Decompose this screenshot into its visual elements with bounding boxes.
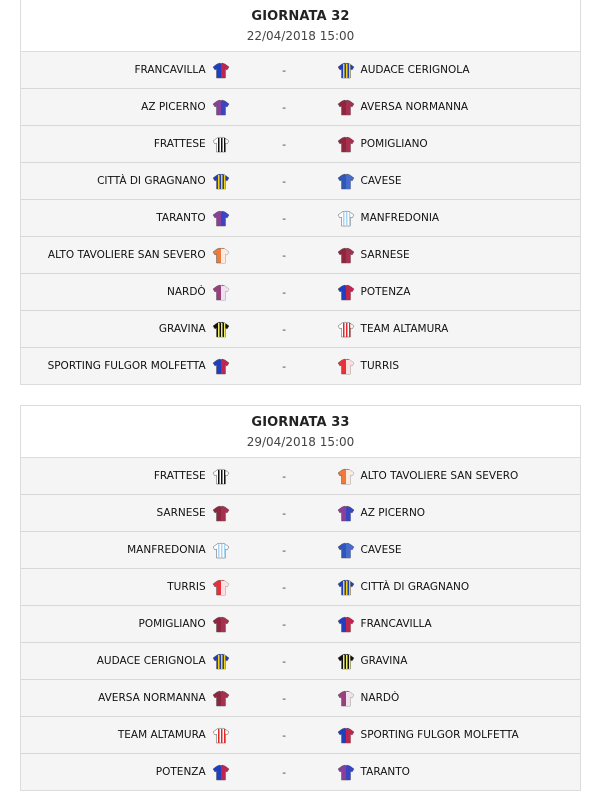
away-team-name: TEAM ALTAMURA [360,323,449,335]
home-team [21,467,232,485]
home-team-name: FRANCAVILLA [134,64,206,76]
home-team-name: TARANTO [156,212,206,224]
away-team-name: GRAVINA [360,655,408,667]
match-row[interactable] [21,348,580,384]
home-shirt-icon [212,246,232,264]
match-row[interactable] [21,126,580,163]
score-separator: - [282,285,287,299]
away-team-name: TURRIS [360,360,399,372]
home-shirt-icon [212,61,232,79]
home-team [21,763,232,781]
away-shirt-icon [337,61,355,79]
away-team [337,246,580,264]
score-separator: - [282,137,287,151]
home-shirt-icon [212,689,232,707]
match-row[interactable] [21,532,580,569]
home-team-name: POTENZA [155,766,206,778]
away-team-name: AUDACE CERIGNOLA [360,64,470,76]
match-row[interactable] [21,237,580,274]
home-team-name: AZ PICERNO [141,101,206,113]
home-shirt-icon [212,467,232,485]
home-team [21,172,232,190]
away-team [337,578,580,596]
home-shirt-icon [212,357,232,375]
away-team-name: TARANTO [360,766,410,778]
home-shirt-icon [212,283,232,301]
home-shirt-icon [212,763,232,781]
away-team-name: CAVESE [360,544,402,556]
away-shirt-icon [337,504,355,522]
home-shirt-icon [212,541,232,559]
away-shirt-icon [337,98,355,116]
home-shirt-icon [212,320,232,338]
away-team [337,61,580,79]
home-shirt-icon [212,172,232,190]
away-team [337,763,580,781]
home-team-name: SPORTING FULGOR MOLFETTA [47,360,206,372]
away-team [337,135,580,153]
away-shirt-icon [337,467,355,485]
away-team-name: AVERSA NORMANNA [360,101,469,113]
home-team-name: CITTÀ DI GRAGNANO [97,175,206,187]
score-separator: - [282,100,287,114]
home-team-name: AVERSA NORMANNA [98,692,206,704]
away-team [337,209,580,227]
away-team-name: CITTÀ DI GRAGNANO [360,581,470,593]
away-shirt-icon [337,246,355,264]
score-separator: - [282,580,287,594]
away-team [337,467,580,485]
match-row[interactable] [21,680,580,717]
round-date: 29/04/2018 15:00 [246,435,355,449]
match-list [21,458,580,790]
score-separator: - [282,322,287,336]
home-team [21,320,232,338]
away-team-name: POMIGLIANO [360,138,428,150]
home-team-name: POMIGLIANO [138,618,206,630]
score-separator: - [282,359,287,373]
match-row[interactable] [21,717,580,754]
score-separator: - [282,765,287,779]
away-shirt-icon [337,320,355,338]
home-team [21,135,232,153]
score-separator: - [282,63,287,77]
match-row[interactable] [21,89,580,126]
score-separator: - [282,469,287,483]
away-shirt-icon [337,283,355,301]
away-team [337,504,580,522]
home-team-name: GRAVINA [158,323,206,335]
away-team-name: ALTO TAVOLIERE SAN SEVERO [360,470,519,482]
away-team-name: AZ PICERNO [360,507,426,519]
home-team-name: TEAM ALTAMURA [117,729,206,741]
match-row[interactable] [21,458,580,495]
away-shirt-icon [337,578,355,596]
match-list [21,52,580,384]
away-shirt-icon [337,135,355,153]
home-team [21,209,232,227]
away-shirt-icon [337,615,355,633]
away-team-name: CAVESE [360,175,402,187]
home-team-name: SARNESE [156,507,206,519]
away-team [337,652,580,670]
home-team [21,578,232,596]
away-team-name: POTENZA [360,286,411,298]
home-team [21,689,232,707]
round-card-32 [20,0,581,385]
round-card-33 [20,405,581,791]
home-team [21,541,232,559]
score-separator: - [282,617,287,631]
away-shirt-icon [337,763,355,781]
away-team [337,98,580,116]
away-team [337,320,580,338]
home-shirt-icon [212,615,232,633]
score-separator: - [282,691,287,705]
home-team [21,504,232,522]
score-separator: - [282,174,287,188]
round-date: 22/04/2018 15:00 [246,29,355,43]
score-separator: - [282,211,287,225]
score-separator: - [282,543,287,557]
home-team [21,61,232,79]
home-shirt-icon [212,578,232,596]
home-team-name: AUDACE CERIGNOLA [96,655,206,667]
home-team [21,246,232,264]
match-row[interactable] [21,52,580,89]
away-team [337,357,580,375]
home-shirt-icon [212,504,232,522]
round-title: GIORNATA 32 [251,9,350,24]
home-shirt-icon [212,209,232,227]
away-team [337,172,580,190]
away-team-name: SARNESE [360,249,410,261]
home-shirt-icon [212,98,232,116]
match-row[interactable] [21,311,580,348]
away-team-name: MANFREDONIA [360,212,440,224]
away-team [337,726,580,744]
away-shirt-icon [337,357,355,375]
home-team-name: MANFREDONIA [127,544,206,556]
round-header [21,406,580,458]
match-row[interactable] [21,163,580,200]
round-title: GIORNATA 33 [251,415,350,430]
away-shirt-icon [337,726,355,744]
match-row[interactable] [21,569,580,606]
away-team-name: FRANCAVILLA [360,618,432,630]
score-separator: - [282,248,287,262]
away-team-name: NARDÒ [360,692,400,704]
home-team [21,726,232,744]
home-team-name: FRATTESE [153,138,206,150]
score-separator: - [282,728,287,742]
score-separator: - [282,506,287,520]
match-row[interactable] [21,606,580,643]
away-team [337,615,580,633]
home-team-name: ALTO TAVOLIERE SAN SEVERO [47,249,206,261]
match-row[interactable] [21,643,580,680]
away-team [337,689,580,707]
home-team [21,357,232,375]
match-row[interactable] [21,495,580,532]
home-team-name: FRATTESE [153,470,206,482]
away-shirt-icon [337,541,355,559]
score-separator: - [282,654,287,668]
home-team-name: TURRIS [167,581,206,593]
home-team [21,98,232,116]
away-team-name: SPORTING FULGOR MOLFETTA [360,729,519,741]
away-shirt-icon [337,209,355,227]
home-shirt-icon [212,135,232,153]
away-shirt-icon [337,652,355,670]
home-team-name: NARDÒ [166,286,206,298]
home-shirt-icon [212,726,232,744]
home-shirt-icon [212,652,232,670]
away-shirt-icon [337,689,355,707]
match-row[interactable] [21,754,580,790]
match-row[interactable] [21,200,580,237]
home-team [21,652,232,670]
away-shirt-icon [337,172,355,190]
match-row[interactable] [21,274,580,311]
round-header [21,0,580,52]
away-team [337,541,580,559]
away-team [337,283,580,301]
home-team [21,283,232,301]
home-team [21,615,232,633]
